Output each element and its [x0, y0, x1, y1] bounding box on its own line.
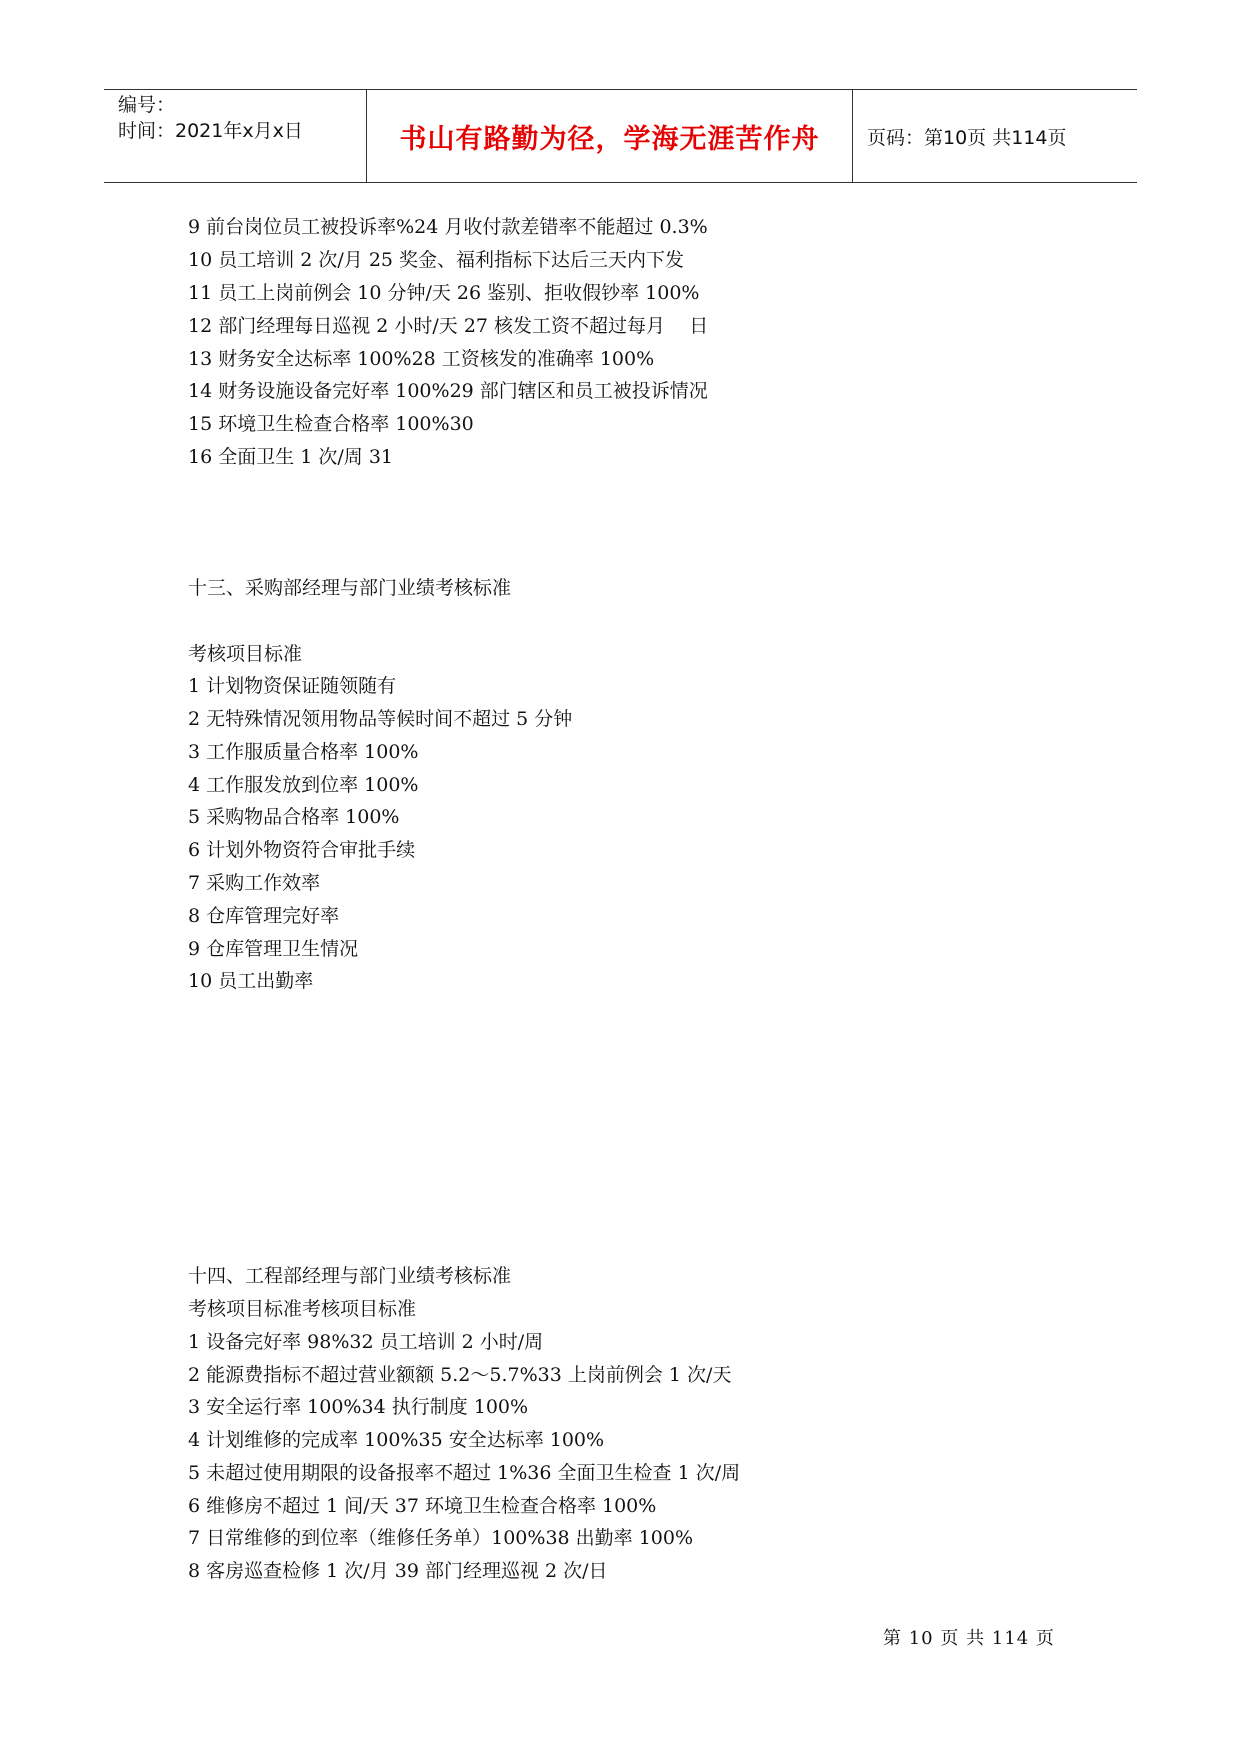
body-line: 3 安全运行率 100%34 执行制度 100%	[188, 1396, 529, 1418]
document-time-label: 时间：2021年x月x日	[118, 120, 303, 142]
body-line: 1 计划物资保证随领随有	[188, 675, 397, 697]
body-line: 6 维修房不超过 1 间/天 37 环境卫生检查合格率 100%	[188, 1495, 657, 1517]
body-line: 10 员工出勤率	[188, 970, 314, 992]
body-line: 1 设备完好率 98%32 员工培训 2 小时/周	[188, 1331, 544, 1353]
body-line: 16 全面卫生 1 次/周 31	[188, 446, 394, 468]
body-line: 8 仓库管理完好率	[188, 905, 340, 927]
body-line: 8 客房巡查检修 1 次/月 39 部门经理巡视 2 次/日	[188, 1560, 608, 1582]
body-line: 6 计划外物资符合审批手续	[188, 839, 416, 861]
section-heading: 十三、采购部经理与部门业绩考核标准	[188, 577, 512, 599]
body-line: 15 环境卫生检查合格率 100%30	[188, 413, 474, 435]
body-line: 3 工作服质量合格率 100%	[188, 741, 419, 763]
body-line: 7 日常维修的到位率（维修任务单）100%38 出勤率 100%	[188, 1527, 694, 1549]
body-line: 13 财务安全达标率 100%28 工资核发的准确率 100%	[188, 348, 655, 370]
page-footer: 第 10 页 共 114 页	[883, 1628, 1055, 1649]
body-line: 12 部门经理每日巡视 2 小时/天 27 核发工资不超过每月 日	[188, 315, 709, 337]
body-line: 10 员工培训 2 次/月 25 奖金、福利指标下达后三天内下发	[188, 249, 685, 271]
header-page-number: 页码：第10页 共114页	[867, 127, 1067, 149]
body-line: 5 采购物品合格率 100%	[188, 806, 400, 828]
body-line: 4 计划维修的完成率 100%35 安全达标率 100%	[188, 1429, 605, 1451]
body-line: 2 能源费指标不超过营业额额 5.2～5.7%33 上岗前例会 1 次/天	[188, 1364, 732, 1386]
page-header	[104, 89, 1137, 183]
body-line: 11 员工上岗前例会 10 分钟/天 26 鉴别、拒收假钞率 100%	[188, 282, 700, 304]
body-line: 14 财务设施设备完好率 100%29 部门辖区和员工被投诉情况	[188, 380, 708, 402]
header-page-cell	[853, 90, 1137, 182]
section-heading: 十四、工程部经理与部门业绩考核标准	[188, 1265, 512, 1287]
body-line: 9 仓库管理卫生情况	[188, 938, 359, 960]
table-heading: 考核项目标准	[188, 643, 303, 665]
body-line: 9 前台岗位员工被投诉率%24 月收付款差错率不能超过 0.3%	[188, 216, 708, 238]
body-line: 4 工作服发放到位率 100%	[188, 774, 419, 796]
header-meta-cell	[104, 90, 367, 182]
header-motto: 书山有路勤为径，学海无涯苦作舟	[399, 124, 820, 155]
body-line: 7 采购工作效率	[188, 872, 321, 894]
body-line: 5 未超过使用期限的设备报率不超过 1%36 全面卫生检查 1 次/周	[188, 1462, 741, 1484]
document-number-label: 编号：	[118, 94, 176, 116]
body-line: 2 无特殊情况领用物品等候时间不超过 5 分钟	[188, 708, 573, 730]
table-heading: 考核项目标准考核项目标准	[188, 1298, 417, 1320]
header-motto-cell	[367, 90, 853, 182]
